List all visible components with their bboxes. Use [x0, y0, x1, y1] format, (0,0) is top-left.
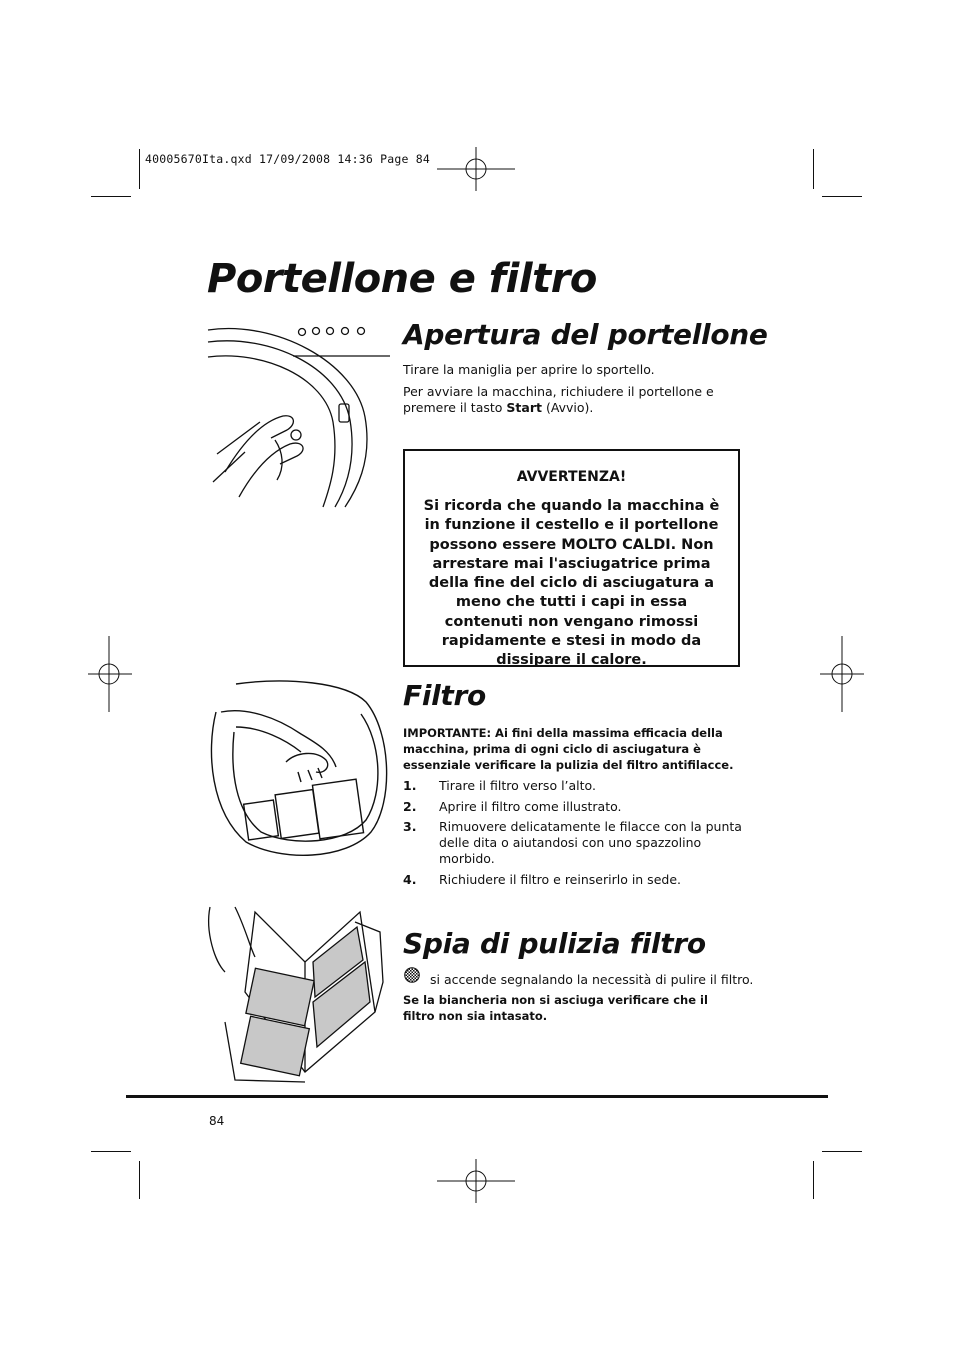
indicator-note: Se la biancheria non si asciuga verificare che il filtro non sia intasato.: [403, 993, 708, 1023]
registration-mark-right: [818, 636, 868, 716]
list-item: 1. Tirare il filtro verso l’alto.: [403, 778, 596, 793]
warning-title: AVVERTENZA!: [516, 469, 627, 485]
file-slug: 40005670Ita.qxd 17/09/2008 14:36 Page 84: [145, 152, 430, 166]
filter-heading: Filtro: [403, 679, 486, 712]
list-item: 2. Aprire il filtro come illustrato.: [403, 798, 622, 814]
indicator-heading: Spia di pulizia filtro: [403, 927, 706, 960]
registration-mark-left: [88, 636, 138, 716]
registration-mark-top: [437, 147, 517, 197]
warning-box: [403, 449, 740, 667]
door-paragraph-2: Per avviare la macchina, richiudere il portellone e premere il tasto Start (Avvio).: [403, 384, 714, 415]
filter-removal-illustration: [206, 672, 392, 862]
door-heading: Apertura del portellone: [403, 318, 768, 351]
filter-indicator-icon: [404, 967, 420, 983]
footer-rule: [126, 1095, 828, 1098]
filter-important-note: IMPORTANTE: Ai fini della massima efficacia della macchina, prima di ogni ciclo di asciugatura è essenziale verificare la pulizia del filtro antifilacce.: [403, 726, 734, 772]
page-title: Portellone e filtro: [207, 256, 597, 302]
door-paragraph-1: Tirare la maniglia per aprire lo sportello.: [403, 362, 655, 377]
filter-open-illustration: [205, 902, 390, 1084]
list-item: 3. Rimuovere delicatamente le filacce con la punta delle dita o aiutandosi con uno spazzolino morbido.: [403, 819, 742, 866]
warning-body: Si ricorda che quando la macchina è in funzione il cestello e il portellone possono essere MOLTO CALDI. Non arrestare mai l'asciugatrice prima della fine del ciclo di asciugatura a meno che tutti i capi in essa contenuti non vengano rimossi rapidamente e stesi in modo da dissipare il calore.: [423, 498, 720, 669]
indicator-text: si accende segnalando la necessità di pulire il filtro.: [430, 972, 754, 987]
start-button-label: Start: [506, 400, 542, 415]
door-opening-illustration: [205, 322, 395, 512]
page-number: 84: [209, 1114, 225, 1128]
registration-mark-bottom: [437, 1157, 517, 1207]
list-item: 4. Richiudere il filtro e reinserirlo in sede.: [403, 871, 681, 887]
filter-steps-list: [403, 778, 748, 892]
